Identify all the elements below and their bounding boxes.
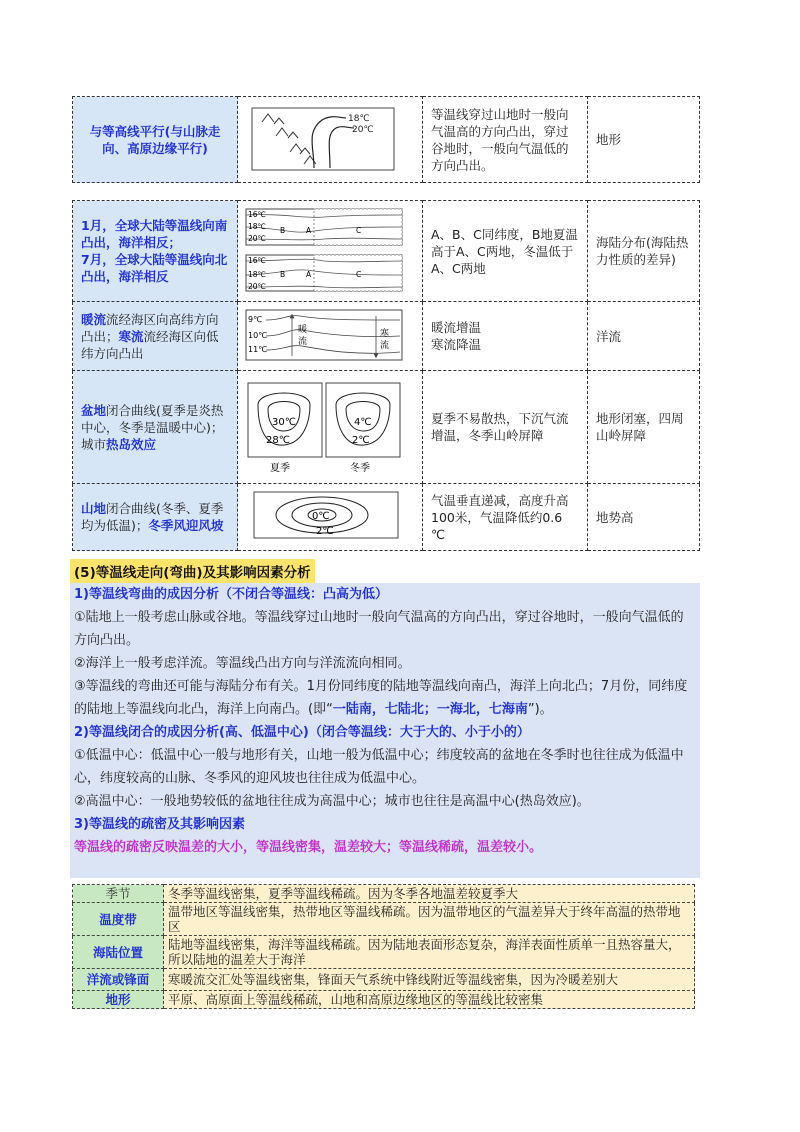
basin-isotherm-figure [244,375,404,475]
analysis-heading-2: 2)等温线闭合的成因分析(高、低温中心)（闭合等温线：大于大的、小于小的） [74,725,530,740]
label-current-2: 流 [380,341,390,351]
mountain-isotherm-figure [244,488,404,542]
cell-current-factor: 洋流 [588,302,700,371]
label-18c-jul: 18℃ [248,270,266,279]
cell-terrain-figure [238,97,423,183]
cell-basin-desc: 盆地闭合曲线(夏季是炎热中心，冬季是温暖中心)；城市热岛效应 [73,371,238,484]
analysis-para: ②海洋上一般考虑洋流。等温线凸出方向与洋流流向相同。 [74,656,411,671]
table-factors [72,200,700,551]
label-30c: 30℃ [272,417,296,428]
section-heading: (5)等温线走向(弯曲)及其影响因素分析 [70,559,315,583]
cell-terrain-explain: 等温线穿过山地时一般向气温高的方向凸出，穿过谷地时，一般向气温低的方向凸出。 [423,97,588,183]
table-row [73,969,695,991]
cell-basin-explain: 夏季不易散热，下沉气流增温，冬季山岭屏障 [423,371,588,484]
label-cold: 寒 [380,329,390,339]
cell-mountain-figure [238,484,423,551]
analysis-para: ①陆地上一般考虑山脉或谷地。等温线穿过山地时一般向气温高的方向凸出，穿过谷地时，一般向气温低的方向凸出。 [74,610,684,648]
row-value: 陆地等温线密集，海洋等温线稀疏。因为陆地表面形态复杂，海洋表面性质单一且热容量大，所以陆地的温差大于海洋 [164,936,695,969]
label-a-jul: A [306,270,312,279]
table-row [73,885,695,903]
row-value: 寒暖流交汇处等温线密集，锋面天气系统中锋线附近等温线密集，因为冷暖差别大 [164,969,695,991]
label-4c: 4℃ [354,417,372,428]
label-11c: 11℃ [248,345,268,354]
analysis-summary: 等温线的疏密反映温差的大小，等温线密集，温差较大；等温线稀疏，温差较小。 [74,840,543,855]
caption-winter: 冬季 [350,463,370,474]
analysis-heading-1: 1)等温线弯曲的成因分析（不闭合等温线：凸高为低） [74,587,388,602]
table-row [73,371,700,484]
land-sea-isotherm-figure [244,205,404,293]
label-28c: 28℃ [266,435,290,446]
table-row [73,936,695,969]
table-row [73,903,695,936]
label-10c: 10℃ [248,331,268,340]
cell-mountain-desc: 山地闭合曲线(冬季、夏季均为低温)；冬季风迎风坡 [73,484,238,551]
cell-basin-figure [238,371,423,484]
label-20c-jan: 20℃ [248,234,266,243]
label-b-jan: B [280,226,286,235]
cell-basin-factor: 地形闭塞，四周山岭屏障 [588,371,700,484]
label-b-jul: B [280,270,286,279]
table-row [73,302,700,371]
row-key: 温度带 [73,903,164,936]
label-a-jan: A [306,226,312,235]
table-row [73,201,700,302]
cell-land-sea-factor: 海陆分布(海陆热力性质的差异) [588,201,700,302]
label-20c-jul: 20℃ [248,282,266,291]
cell-terrain-desc: 与等高线平行(与山脉走向、高原边缘平行) [73,97,238,183]
label-c-jan: C [356,226,362,235]
label-20c: 20℃ [352,124,374,135]
label-16c-jan: 16℃ [248,210,266,219]
analysis-heading-3: 3)等温线的疏密及其影响因素 [74,817,245,832]
label-18c-jan: 18℃ [248,222,266,231]
cell-land-sea-desc: 1月，全球大陆等温线向南凸出，海洋相反； 7月，全球大陆等温线向北凸出，海洋相反 [73,201,238,302]
label-warm: 暖 [298,325,308,335]
cell-current-desc: 暖流流经海区向高纬方向凸出；寒流流经海区向低纬方向凸出 [73,302,238,371]
density-table [72,884,695,1009]
analysis-para: ①低温中心：低温中心一般与地形有关，山地一般为低温中心；纬度较高的盆地在冬季时也往往成为低温中心，纬度较高的山脉、冬季风的迎风坡也往往成为低温中心。 [74,748,684,786]
analysis-block [70,583,700,878]
label-0c: 0℃ [312,511,330,522]
table-terrain [72,96,700,183]
cell-land-sea-figure [238,201,423,302]
cell-current-figure [238,302,423,371]
label-18c: 18℃ [348,113,370,124]
table-row [73,484,700,551]
cell-mountain-factor: 地势高 [588,484,700,551]
analysis-para: ②高温中心：一般地势较低的盆地往往成为高温中心；城市也往往是高温中心(热岛效应)。 [74,794,590,809]
analysis-para: ③等温线的弯曲还可能与海陆分布有关。1月份同纬度的陆地等温线向南凸，海洋上向北凸；7月份，同纬度的陆地上等温线向北凸，海洋上向南凸。(即“一陆南，七陆北；一海北，七海南”)。 [74,679,688,717]
cell-land-sea-explain: A、B、C同纬度，B地夏温高于A、C两地，冬温低于A、C两地 [423,201,588,302]
current-isotherm-figure [244,306,404,362]
row-value: 冬季等温线密集，夏季等温线稀疏。因为冬季各地温差较夏季大 [164,885,695,903]
label-2c-mountain: 2℃ [316,526,334,537]
label-current-1: 流 [298,337,308,347]
row-key: 洋流或锋面 [73,969,164,991]
table-row [73,991,695,1009]
label-16c-jul: 16℃ [248,256,266,265]
label-2c: 2℃ [352,435,370,446]
cell-mountain-explain: 气温垂直递减，高度升高100米，气温降低约0.6 ℃ [423,484,588,551]
label-9c: 9℃ [248,315,263,324]
row-key: 地形 [73,991,164,1009]
row-value: 温带地区等温线密集，热带地区等温线稀疏。因为温带地区的气温差异大于终年高温的热带地区 [164,903,695,936]
cell-terrain-factor: 地形 [588,97,700,183]
terrain-isotherm-figure [244,102,402,174]
cell-current-explain: 暖流增温 寒流降温 [423,302,588,371]
row-key: 季节 [73,885,164,903]
caption-summer: 夏季 [270,463,290,474]
label-c-jul: C [356,270,362,279]
row-key: 海陆位置 [73,936,164,969]
row-value: 平原、高原面上等温线稀疏，山地和高原边缘地区的等温线比较密集 [164,991,695,1009]
